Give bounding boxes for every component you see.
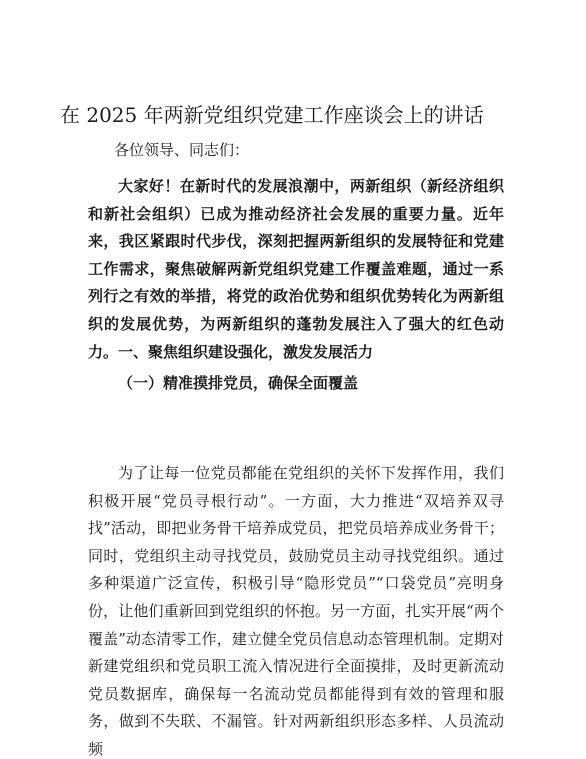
greeting-line: 各位领导、同志们： [114, 141, 250, 159]
subsection-heading-1: （一）精准摸排党员，确保全面覆盖 [118, 374, 359, 392]
document-title: 在 2025 年两新党组织党建工作座谈会上的讲话 [60, 103, 484, 127]
section-heading-1: 一、聚焦组织建设强化，激发发展活力 [118, 343, 374, 361]
body-paragraph: 为了让每一位党员都能在党组织的关怀下发挥作用，我们积极开展“党员寻根行动”。一方面，大力推进“双培养双寻找”活动，即把业务骨干培养成党员，把党员培养成业务骨干；同时，党组织主动寻找党员，鼓励党员主动寻找党组织。通过多种渠道广泛宣传，积极引导“隐形党员”“口袋党员”亮明身份，让他们重新回到党组织的怀抱。另一方面，扎实开展“两个覆盖”动态清零工作，建立健全党员信息动态管理机制。定期对新建党组织和党员职工流入情况进行全面摸排，及时更新流动党员数据库，确保每一名流动党员都能得到有效的管理和服务，做到不失联、不漏管。针对两新组织形态多样、人员流动频 [88, 464, 504, 758]
intro-paragraph: 大家好！在新时代的发展浪潮中，两新组织（新经济组织和新社会组织）已成为推动经济社会发展的重要力量。近年来，我区紧跟时代步伐，深刻把握两新组织的发展特征和党建工作需求，聚焦破解两新党组织党建工作覆盖难题，通过一系列行之有效的举措，将党的政治优势和组织优势转化为两新组织的发展优势，为两新组织的蓬勃发展注入了强大的红色动力。 [88, 177, 504, 361]
